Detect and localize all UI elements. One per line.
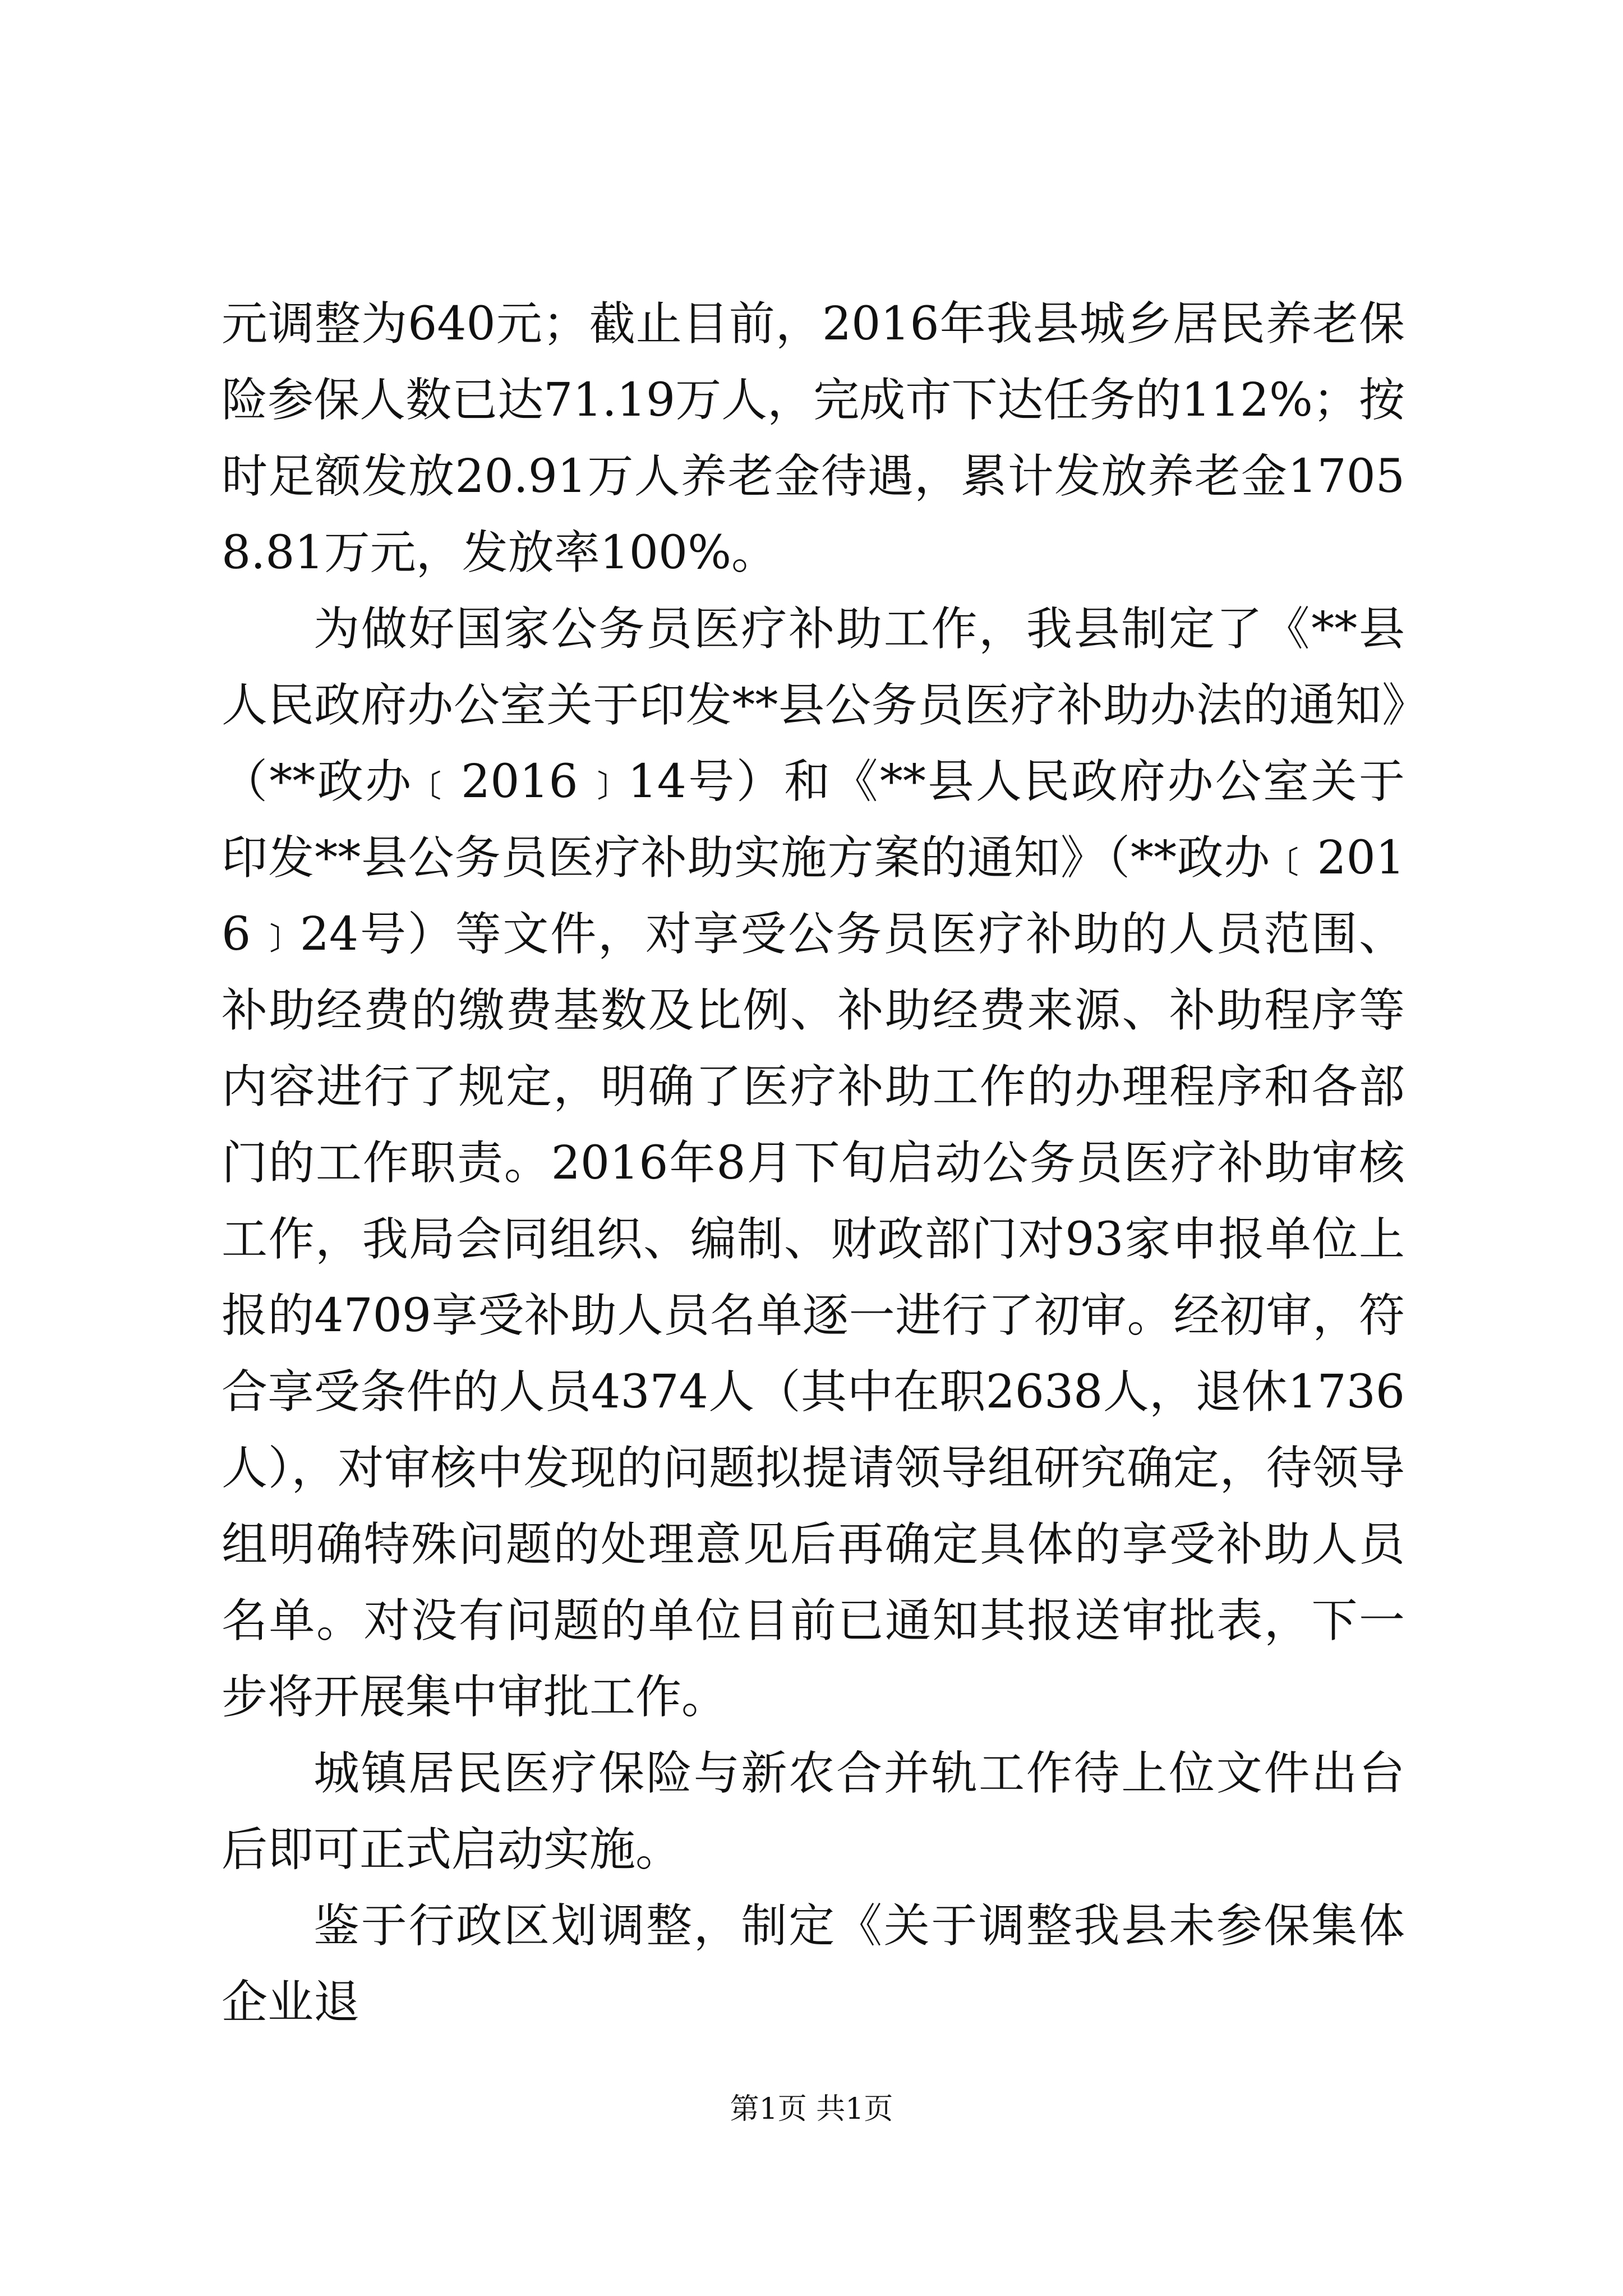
paragraph-pension: 元调整为640元；截止目前，2016年我县城乡居民养老保险参保人数已达71.19万人，完成市下达任务的112%；按时足额发放20.91万人养老金待遇，累计发放养老金17058.81万元，发放率100%。	[222, 297, 1405, 579]
paragraph-medical-insurance-merger: 城镇居民医疗保险与新农合并轨工作待上位文件出台后即可正式启动实施。	[222, 1747, 1405, 1876]
paragraph-administrative-division: 鉴于行政区划调整，制定《关于调整我县未参保集体企业退	[222, 1899, 1405, 2029]
paragraph-civil-servant-medical-subsidy: 为做好国家公务员医疗补助工作，我县制定了《**县人民政府办公室关于印发**县公务员医疗补助办法的通知》（**政办﹝2016﹞14号）和《**县人民政府办公室关于印发**县公务员医疗补助实施方案的通知》（**政办﹝2016﹞24号）等文件，对享受公务员医疗补助的人员范围、补助经费的缴费基数及比例、补助经费来源、补助程序等内容进行了规定，明确了医疗补助工作的办理程序和各部门的工作职责。2016年8月下旬启动公务员医疗补助审核工作，我局会同组织、编制、财政部门对93家申报单位上报的4709享受补助人员名单逐一进行了初审。经初审，符合享受条件的人员4374人（其中在职2638人，退休1736人），对审核中发现的问题拟提请领导组研究确定，待领导组明确特殊问题的处理意见后再确定具体的享受补助人员名单。对没有问题的单位目前已通知其报送审批表，下一步将开展集中审批工作。	[222, 602, 1405, 1724]
page-footer: 第1页 共1页	[730, 2092, 893, 2126]
document-body	[222, 286, 1405, 2041]
